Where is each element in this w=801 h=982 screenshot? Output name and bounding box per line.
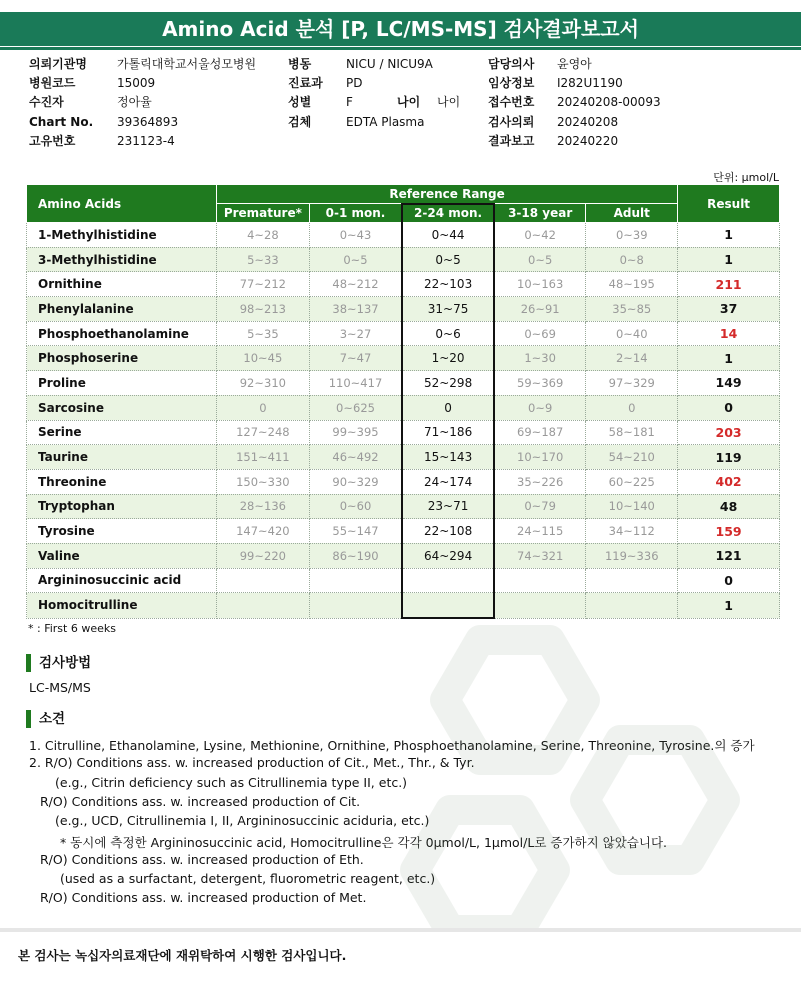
reference-range-cell: 22~108 bbox=[402, 519, 494, 544]
info-label: 성별 bbox=[288, 95, 312, 110]
reference-range-cell: 98~213 bbox=[216, 297, 309, 322]
age-value: 나이 bbox=[437, 95, 461, 110]
table-row bbox=[27, 420, 780, 445]
reference-range-cell: 0~39 bbox=[586, 223, 678, 248]
reference-range-cell: 48~195 bbox=[586, 272, 678, 297]
comment-line: 2. R/O) Conditions ass. w. increased production of Cit., Met., Thr., & Tyr. bbox=[29, 755, 475, 771]
reference-range-cell: 26~91 bbox=[494, 297, 586, 322]
table-row bbox=[27, 346, 780, 371]
reference-range-cell: 74~321 bbox=[494, 543, 586, 568]
reference-range-cell: 28~136 bbox=[216, 494, 309, 519]
reference-range-cell: 4~28 bbox=[216, 223, 309, 248]
reference-range-cell: 5~35 bbox=[216, 321, 309, 346]
reference-range-cell: 54~210 bbox=[586, 445, 678, 470]
table-row bbox=[27, 543, 780, 568]
table-row bbox=[27, 395, 780, 420]
method-text: LC-MS/MS bbox=[29, 680, 91, 695]
reference-range-cell: 24~174 bbox=[402, 469, 494, 494]
amino-acid-name: Homocitrulline bbox=[27, 593, 217, 618]
result-cell: 203 bbox=[678, 420, 780, 445]
info-value: 20240220 bbox=[557, 133, 619, 148]
reference-range-cell: 0~5 bbox=[402, 247, 494, 272]
reference-range-cell: 69~187 bbox=[494, 420, 586, 445]
reference-range-cell: 35~226 bbox=[494, 469, 586, 494]
result-cell: 0 bbox=[678, 568, 780, 593]
reference-range-cell: 86~190 bbox=[309, 543, 402, 568]
info-value: 20240208 bbox=[557, 114, 619, 129]
reference-range-cell: 1~20 bbox=[402, 346, 494, 371]
info-label: 수진자 bbox=[29, 95, 64, 110]
reference-range-cell: 127~248 bbox=[216, 420, 309, 445]
header-3-18-year: 3-18 year bbox=[494, 204, 586, 223]
reference-range-cell: 0 bbox=[402, 395, 494, 420]
info-label: 담당의사 bbox=[488, 57, 535, 71]
reference-range-cell: 90~329 bbox=[309, 469, 402, 494]
amino-acid-name: Valine bbox=[27, 543, 217, 568]
amino-acid-name: 3-Methylhistidine bbox=[27, 247, 217, 272]
molecule-watermark-icon bbox=[390, 600, 750, 930]
reference-range-cell: 10~170 bbox=[494, 445, 586, 470]
amino-acid-name: Argininosuccinic acid bbox=[27, 568, 217, 593]
result-cell: 1 bbox=[678, 346, 780, 371]
header-amino-acids: Amino Acids bbox=[27, 185, 217, 223]
reference-range-cell: 99~220 bbox=[216, 543, 309, 568]
reference-range-cell: 150~330 bbox=[216, 469, 309, 494]
reference-range-cell: 97~329 bbox=[586, 371, 678, 396]
reference-range-cell: 60~225 bbox=[586, 469, 678, 494]
result-cell: 1 bbox=[678, 223, 780, 248]
reference-range-cell: 0~40 bbox=[586, 321, 678, 346]
reference-range-cell: 71~186 bbox=[402, 420, 494, 445]
reference-range-cell bbox=[586, 568, 678, 593]
reference-range-cell: 48~212 bbox=[309, 272, 402, 297]
info-label: Chart No. bbox=[29, 114, 94, 129]
report-title: Amino Acid 분석 [P, LC/MS-MS] 검사결과보고서 bbox=[0, 12, 801, 46]
table-row bbox=[27, 469, 780, 494]
info-value: 15009 bbox=[117, 76, 156, 91]
reference-range-cell bbox=[216, 593, 309, 618]
header-premature: Premature* bbox=[216, 204, 309, 223]
reference-range-cell: 0 bbox=[586, 395, 678, 420]
reference-range-cell: 147~420 bbox=[216, 519, 309, 544]
reference-range-cell: 64~294 bbox=[402, 543, 494, 568]
reference-range-cell: 1~30 bbox=[494, 346, 586, 371]
reference-range-cell: 7~47 bbox=[309, 346, 402, 371]
reference-range-cell: 59~369 bbox=[494, 371, 586, 396]
reference-range-cell: 99~395 bbox=[309, 420, 402, 445]
info-value: PD bbox=[346, 76, 363, 91]
comment-line: R/O) Conditions ass. w. increased production of Eth. bbox=[40, 851, 364, 867]
amino-acid-name: 1-Methylhistidine bbox=[27, 223, 217, 248]
table-row bbox=[27, 272, 780, 297]
reference-range-cell: 0~60 bbox=[309, 494, 402, 519]
info-label: 진료과 bbox=[288, 76, 323, 91]
reference-range-cell: 0~6 bbox=[402, 321, 494, 346]
reference-range-cell: 24~115 bbox=[494, 519, 586, 544]
amino-acid-name: Threonine bbox=[27, 469, 217, 494]
info-value: 가톨릭대학교서울성모병원 bbox=[117, 57, 257, 71]
reference-range-cell: 0~69 bbox=[494, 321, 586, 346]
reference-range-cell: 0~43 bbox=[309, 223, 402, 248]
info-label: 고유번호 bbox=[29, 133, 76, 148]
reference-range-cell: 15~143 bbox=[402, 445, 494, 470]
reference-range-cell: 77~212 bbox=[216, 272, 309, 297]
comment-line: R/O) Conditions ass. w. increased production of Met. bbox=[40, 890, 367, 906]
method-title: 검사방법 bbox=[26, 654, 91, 672]
info-label: 병동 bbox=[288, 57, 312, 71]
info-value: 정아율 bbox=[117, 95, 152, 110]
reference-range-cell: 119~336 bbox=[586, 543, 678, 568]
comment-line: 1. Citrulline, Ethanolamine, Lysine, Methionine, Ornithine, Phosphoethanolamine, Serine, Threonine, Tyrosine.의 증가 bbox=[29, 738, 755, 753]
reference-range-cell: 0~9 bbox=[494, 395, 586, 420]
reference-range-cell: 10~140 bbox=[586, 494, 678, 519]
table-row bbox=[27, 321, 780, 346]
reference-range-cell bbox=[309, 568, 402, 593]
bottom-divider bbox=[0, 928, 801, 932]
reference-range-cell: 35~85 bbox=[586, 297, 678, 322]
info-label: 결과보고 bbox=[488, 133, 535, 148]
reference-range-cell: 0~5 bbox=[494, 247, 586, 272]
comment-line: (used as a surfactant, detergent, fluorometric reagent, etc.) bbox=[60, 871, 436, 887]
age-label: 나이 bbox=[397, 95, 421, 110]
reference-range-cell: 0~5 bbox=[309, 247, 402, 272]
footnote: * : First 6 weeks bbox=[28, 622, 116, 635]
reference-range-cell: 92~310 bbox=[216, 371, 309, 396]
amino-acid-name: Phosphoethanolamine bbox=[27, 321, 217, 346]
table-row bbox=[27, 519, 780, 544]
reference-range-cell: 23~71 bbox=[402, 494, 494, 519]
info-label: 검사의뢰 bbox=[488, 114, 535, 129]
result-cell: 119 bbox=[678, 445, 780, 470]
reference-range-cell: 22~103 bbox=[402, 272, 494, 297]
info-label: 검체 bbox=[288, 114, 312, 129]
header-adult: Adult bbox=[586, 204, 678, 223]
table-row bbox=[27, 445, 780, 470]
unit-label: 단위: μmol/L bbox=[713, 171, 779, 184]
reference-range-cell: 0~8 bbox=[586, 247, 678, 272]
reference-range-cell: 10~45 bbox=[216, 346, 309, 371]
amino-acid-name: Ornithine bbox=[27, 272, 217, 297]
table-row bbox=[27, 494, 780, 519]
info-value: 윤영아 bbox=[557, 57, 592, 71]
reference-range-cell: 0 bbox=[216, 395, 309, 420]
result-cell: 149 bbox=[678, 371, 780, 396]
table-row bbox=[27, 371, 780, 396]
reference-range-cell: 38~137 bbox=[309, 297, 402, 322]
reference-range-cell: 0~625 bbox=[309, 395, 402, 420]
amino-acid-name: Tyrosine bbox=[27, 519, 217, 544]
reference-range-cell: 5~33 bbox=[216, 247, 309, 272]
amino-acid-name: Phenylalanine bbox=[27, 297, 217, 322]
reference-range-cell bbox=[216, 568, 309, 593]
amino-acid-name: Proline bbox=[27, 371, 217, 396]
header-0-1-mon: 0-1 mon. bbox=[309, 204, 402, 223]
reference-range-cell bbox=[402, 568, 494, 593]
amino-acid-name: Serine bbox=[27, 420, 217, 445]
info-label: 접수번호 bbox=[488, 95, 535, 110]
result-cell: 37 bbox=[678, 297, 780, 322]
reference-range-cell: 10~163 bbox=[494, 272, 586, 297]
info-value: 231123-4 bbox=[117, 133, 175, 148]
result-cell: 121 bbox=[678, 543, 780, 568]
info-label: 임상정보 bbox=[488, 76, 535, 91]
table-row bbox=[27, 568, 780, 593]
reference-range-cell: 3~27 bbox=[309, 321, 402, 346]
reference-range-cell bbox=[494, 568, 586, 593]
header-reference-range: Reference Range bbox=[216, 185, 677, 204]
reference-range-cell: 151~411 bbox=[216, 445, 309, 470]
reference-range-cell: 0~42 bbox=[494, 223, 586, 248]
amino-acid-name: Tryptophan bbox=[27, 494, 217, 519]
info-value: NICU / NICU9A bbox=[346, 57, 433, 71]
table-row bbox=[27, 247, 780, 272]
info-value: EDTA Plasma bbox=[346, 114, 425, 129]
result-cell: 14 bbox=[678, 321, 780, 346]
reference-range-cell: 0~44 bbox=[402, 223, 494, 248]
bottom-note: 본 검사는 녹십자의료재단에 재위탁하여 시행한 검사입니다. bbox=[18, 948, 347, 963]
result-cell: 402 bbox=[678, 469, 780, 494]
info-label: 병원코드 bbox=[29, 76, 76, 91]
reference-range-cell: 0~79 bbox=[494, 494, 586, 519]
result-cell: 1 bbox=[678, 247, 780, 272]
comment-title: 소견 bbox=[26, 710, 65, 728]
reference-range-cell: 110~417 bbox=[309, 371, 402, 396]
info-value: I282U1190 bbox=[557, 76, 623, 91]
comment-line: R/O) Conditions ass. w. increased production of Cit. bbox=[40, 793, 361, 809]
result-cell: 0 bbox=[678, 395, 780, 420]
info-value: F bbox=[346, 95, 353, 110]
info-label: 의뢰기관명 bbox=[29, 57, 87, 71]
info-value: 20240208-00093 bbox=[557, 95, 661, 110]
result-cell: 159 bbox=[678, 519, 780, 544]
comment-line: (e.g., Citrin deficiency such as Citrullinemia type II, etc.) bbox=[55, 774, 408, 790]
table-row bbox=[27, 297, 780, 322]
reference-range-cell: 55~147 bbox=[309, 519, 402, 544]
patient-info bbox=[0, 0, 801, 160]
comment-line: (e.g., UCD, Citrullinemia I, II, Argininosuccinic aciduria, etc.) bbox=[55, 813, 430, 829]
amino-acid-name: Sarcosine bbox=[27, 395, 217, 420]
reference-range-cell: 46~492 bbox=[309, 445, 402, 470]
result-cell: 48 bbox=[678, 494, 780, 519]
reference-range-cell bbox=[309, 593, 402, 618]
result-cell: 1 bbox=[678, 593, 780, 618]
reference-range-cell: 34~112 bbox=[586, 519, 678, 544]
comment-line: * 동시에 측정한 Argininosuccinic acid, Homocitrulline은 각각 0μmol/L, 1μmol/L로 증가하지 않았습니다. bbox=[60, 834, 668, 850]
amino-acid-table bbox=[26, 184, 780, 619]
reference-range-cell: 52~298 bbox=[402, 371, 494, 396]
reference-range-cell: 2~14 bbox=[586, 346, 678, 371]
table-row bbox=[27, 223, 780, 248]
reference-range-cell: 31~75 bbox=[402, 297, 494, 322]
info-value: 39364893 bbox=[117, 114, 179, 129]
amino-acid-name: Taurine bbox=[27, 445, 217, 470]
amino-acid-name: Phosphoserine bbox=[27, 346, 217, 371]
header-2-24-mon: 2-24 mon. bbox=[402, 204, 494, 223]
result-cell: 211 bbox=[678, 272, 780, 297]
reference-range-cell: 58~181 bbox=[586, 420, 678, 445]
header-result: Result bbox=[678, 185, 780, 223]
